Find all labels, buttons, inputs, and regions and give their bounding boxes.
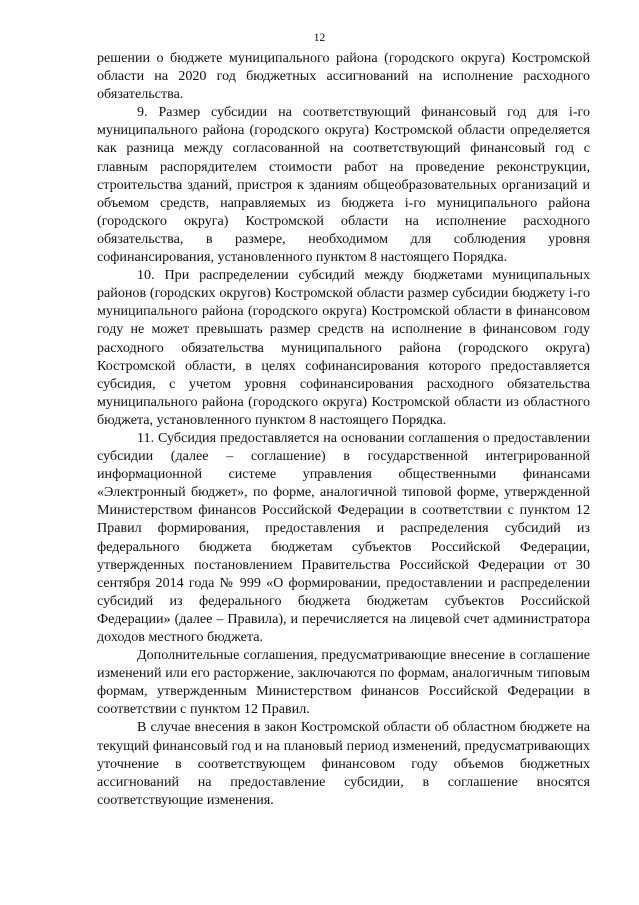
paragraph-item-9: 9. Размер субсидии на соответствующий финансовый год для i-го муниципального района (городского округа) Костромской области определяется как разница между согласованной на соответствующий финансовый год с главным распорядителем стоимости работ на проведение реконструкции, строительства зданий, пристроя к зданиям общеобразовательных организаций и объемом средств, направляемых из бюджета i-го муниципального района (городского округа) Костромской области на исполнение расходного обязательства, в размере, необходимом для соблюдения уровня софинансирования, установленного пунктом 8 настоящего Порядка. [97,104,590,266]
document-body [97,49,590,809]
paragraph-item-11: 11. Субсидия предоставляется на основании соглашения о предоставлении субсидии (далее – соглашение) в государственной интегрированной информационной системе управления общественными финансами «Электронный бюджет», по форме, аналогичной типовой форме, утвержденной Министерством финансов Российской Федерации в соответствии с пунктом 12 Правил формирования, предоставления и распределения субсидий из федерального бюджета бюджетам субъектов Российской Федерации, утвержденных постановлением Правительства Российской Федерации от 30 сентября 2014 года № 999 «О формировании, предоставлении и распределении субсидий из федерального бюджета бюджетам субъектов Российской Федерации» (далее – Правила), и перечисляется на лицевой счет администратора доходов местного бюджета. [97,429,590,645]
paragraph-item-10: 10. При распределении субсидий между бюджетами муниципальных районов (городских округов) Костромской области размер субсидии бюджету i-го муниципального района (городского округа) Костромской области в финансовом году не может превышать размер средств на исполнение в финансовом году расходного обязательства муниципального района (городского округа) Костромской области, в целях софинансирования которого предоставляется субсидия, с учетом уровня софинансирования расходного обязательства муниципального района (городского округа) Костромской области из областного бюджета, установленного пунктом 8 настоящего Порядка. [97,267,590,428]
page-number: 12 [313,32,326,44]
paragraph-continuation: решении о бюджете муниципального района (городского округа) Костромской области на 2020 год бюджетных ассигнований на исполнение расходного обязательства. [97,50,590,103]
paragraph-additional-agreements: Дополнительные соглашения, предусматривающие внесение в соглашение изменений или его расторжение, заключаются по формам, аналогичным типовым формам, утвержденным Министерством финансов Российской Федерации в соответствии с пунктом 12 Правил. [97,647,590,718]
paragraph-budget-changes: В случае внесения в закон Костромской области об областном бюджете на текущий финансовый год и на плановый период изменений, предусматривающих уточнение в соответствующем финансовом году объемов бюджетных ассигнований на предоставление субсидии, в соглашение вносятся соответствующие изменения. [97,719,590,808]
